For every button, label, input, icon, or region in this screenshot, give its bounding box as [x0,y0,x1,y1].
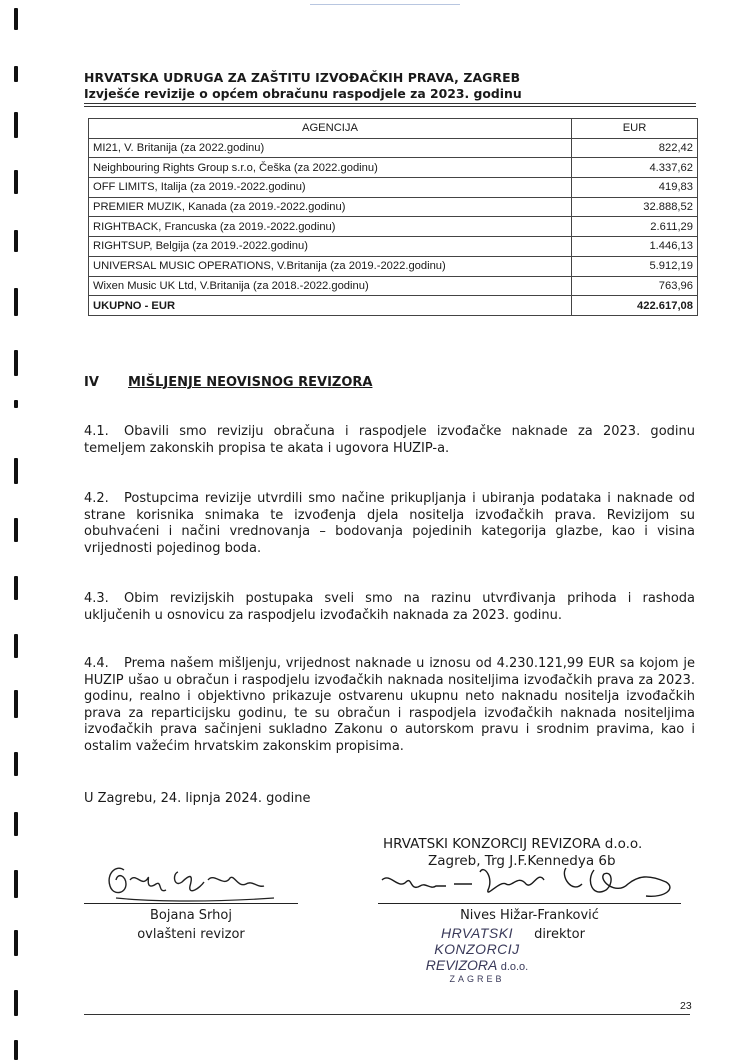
agency-cell: Wixen Music UK Ltd, V.Britanija (za 2018.-2022.godinu) [89,276,572,296]
amount-cell: 1.446,13 [572,237,698,257]
section-title: MIŠLJENJE NEOVISNOG REVIZORA [128,375,373,390]
amount-cell: 763,96 [572,276,698,296]
paragraph-number: 4.1. [84,424,109,439]
audit-firm-address: Zagreb, Trg J.F.Kennedya 6b [428,853,616,869]
section-number: IV [84,375,99,390]
agency-cell: UNIVERSAL MUSIC OPERATIONS, V.Britanija (za 2019.-2022.godinu) [89,256,572,276]
amount-cell: 2.611,29 [572,217,698,237]
signature-right [376,850,681,910]
table-row [89,217,698,237]
amount-cell: 4.337,62 [572,158,698,178]
signer-role: direktor [534,927,585,942]
total-label: UKUPNO - EUR [89,296,572,316]
paragraph-number: 4.3. [84,591,109,606]
amount-cell: 822,42 [572,138,698,158]
place-and-date: U Zagrebu, 24. lipnja 2024. godine [84,791,311,806]
page-number: 23 [680,1000,692,1012]
table-row [89,197,698,217]
agency-cell: RIGHTSUP, Belgija (za 2019.-2022.godinu) [89,237,572,257]
table-total-row [89,296,698,316]
paragraph-4-3 [84,591,695,624]
table-row [89,237,698,257]
stamp-line-1: HRVATSKI KONZORCIJ [434,925,520,957]
section-heading [84,375,372,390]
company-stamp [412,925,542,984]
audit-firm-name: HRVATSKI KONZORCIJ REVIZORA d.o.o. [383,836,643,852]
table-header-row [89,119,698,139]
amount-cell: 419,83 [572,178,698,198]
report-title: Izvješće revizije o općem obračunu raspodjele za 2023. godinu [84,86,522,101]
paragraph-text: Obim revizijskih postupaka sveli smo na razinu utvrđivanja prihoda i rashoda uključenih u osnovicu za raspodjelu izvođačkih naknada za 2023. godinu. [84,591,695,623]
signer-role: ovlašteni revizor [137,927,245,942]
signer-name: Nives Hižar-Franković [460,908,599,923]
stamp-line-3: ZAGREB [449,974,505,984]
header-rule-double [84,106,696,107]
table-row [89,158,698,178]
signer-left-block [84,906,298,944]
column-header-amount: EUR [572,119,698,139]
column-header-agency: AGENCIJA [89,119,572,139]
paragraph-4-4 [84,656,695,755]
table-row [89,256,698,276]
page-header [84,70,694,101]
agency-cell: Neighbouring Rights Group s.r.o, Češka (za 2022.godinu) [89,158,572,178]
agency-cell: MI21, V. Britanija (za 2022.godinu) [89,138,572,158]
amount-cell: 32.888,52 [572,197,698,217]
signature-left [96,858,286,906]
agency-cell: PREMIER MUZIK, Kanada (za 2019.-2022.godinu) [89,197,572,217]
agency-table [88,118,698,316]
table-row [89,138,698,158]
binding-marks [14,0,20,1062]
organization-name: HRVATSKA UDRUGA ZA ZAŠTITU IZVOĐAČKIH PRAVA, ZAGREB [84,70,521,85]
paragraph-number: 4.2. [84,491,109,506]
footer-rule [84,1014,690,1015]
signer-name: Bojana Srhoj [150,908,232,923]
amount-cell: 5.912,19 [572,256,698,276]
paragraph-text: Prema našem mišljenju, vrijednost naknade u iznosu od 4.230.121,99 EUR sa kojom je HUZIP ušao u obračun i raspodjelu izvođačkih naknada nositeljima izvođačkih prava za 2023. godinu, realno i objektivno prikazuje ostvarenu ukupnu neto naknadu nositelja izvođačkih prava za reparticijsku godinu, te su obračun i raspodjela izvođačkih naknada nositeljima izvođačkih prava sačinjeni sukladno Zakonu o autorskom pravu i srodnim pravima, kao i ostalim važećim hrvatskim zakonskim propisima. [84,656,695,754]
agency-cell: RIGHTBACK, Francuska (za 2019.-2022.godinu) [89,217,572,237]
top-scan-line [310,4,460,5]
paragraph-text: Postupcima revizije utvrdili smo načine prikupljanja i ubiranja podataka i naknade od strane korisnika snimaka te izvođenja djela nositelja izvođačkih prava. Revizijom su obuhvaćeni i načini vrednovanja – bodovanja pojedinih kategorija glazbe, kao i visina vrijednosti pojedinog boda. [84,491,695,556]
stamp-line-2: REVIZORA d.o.o. [425,957,529,973]
signature-line-left [84,903,298,904]
paragraph-text: Obavili smo reviziju obračuna i raspodjele izvođačke naknade za 2023. godinu temeljem zakonskih propisa te akata i ugovora HUZIP-a. [84,424,695,456]
header-rule [84,103,696,104]
paragraph-4-1 [84,424,695,457]
paragraph-4-2 [84,491,695,557]
agency-cell: OFF LIMITS, Italija (za 2019.-2022.godinu) [89,178,572,198]
paragraph-number: 4.4. [84,656,109,671]
signature-line-right [378,903,681,904]
table-row [89,178,698,198]
table-row [89,276,698,296]
total-amount: 422.617,08 [572,296,698,316]
